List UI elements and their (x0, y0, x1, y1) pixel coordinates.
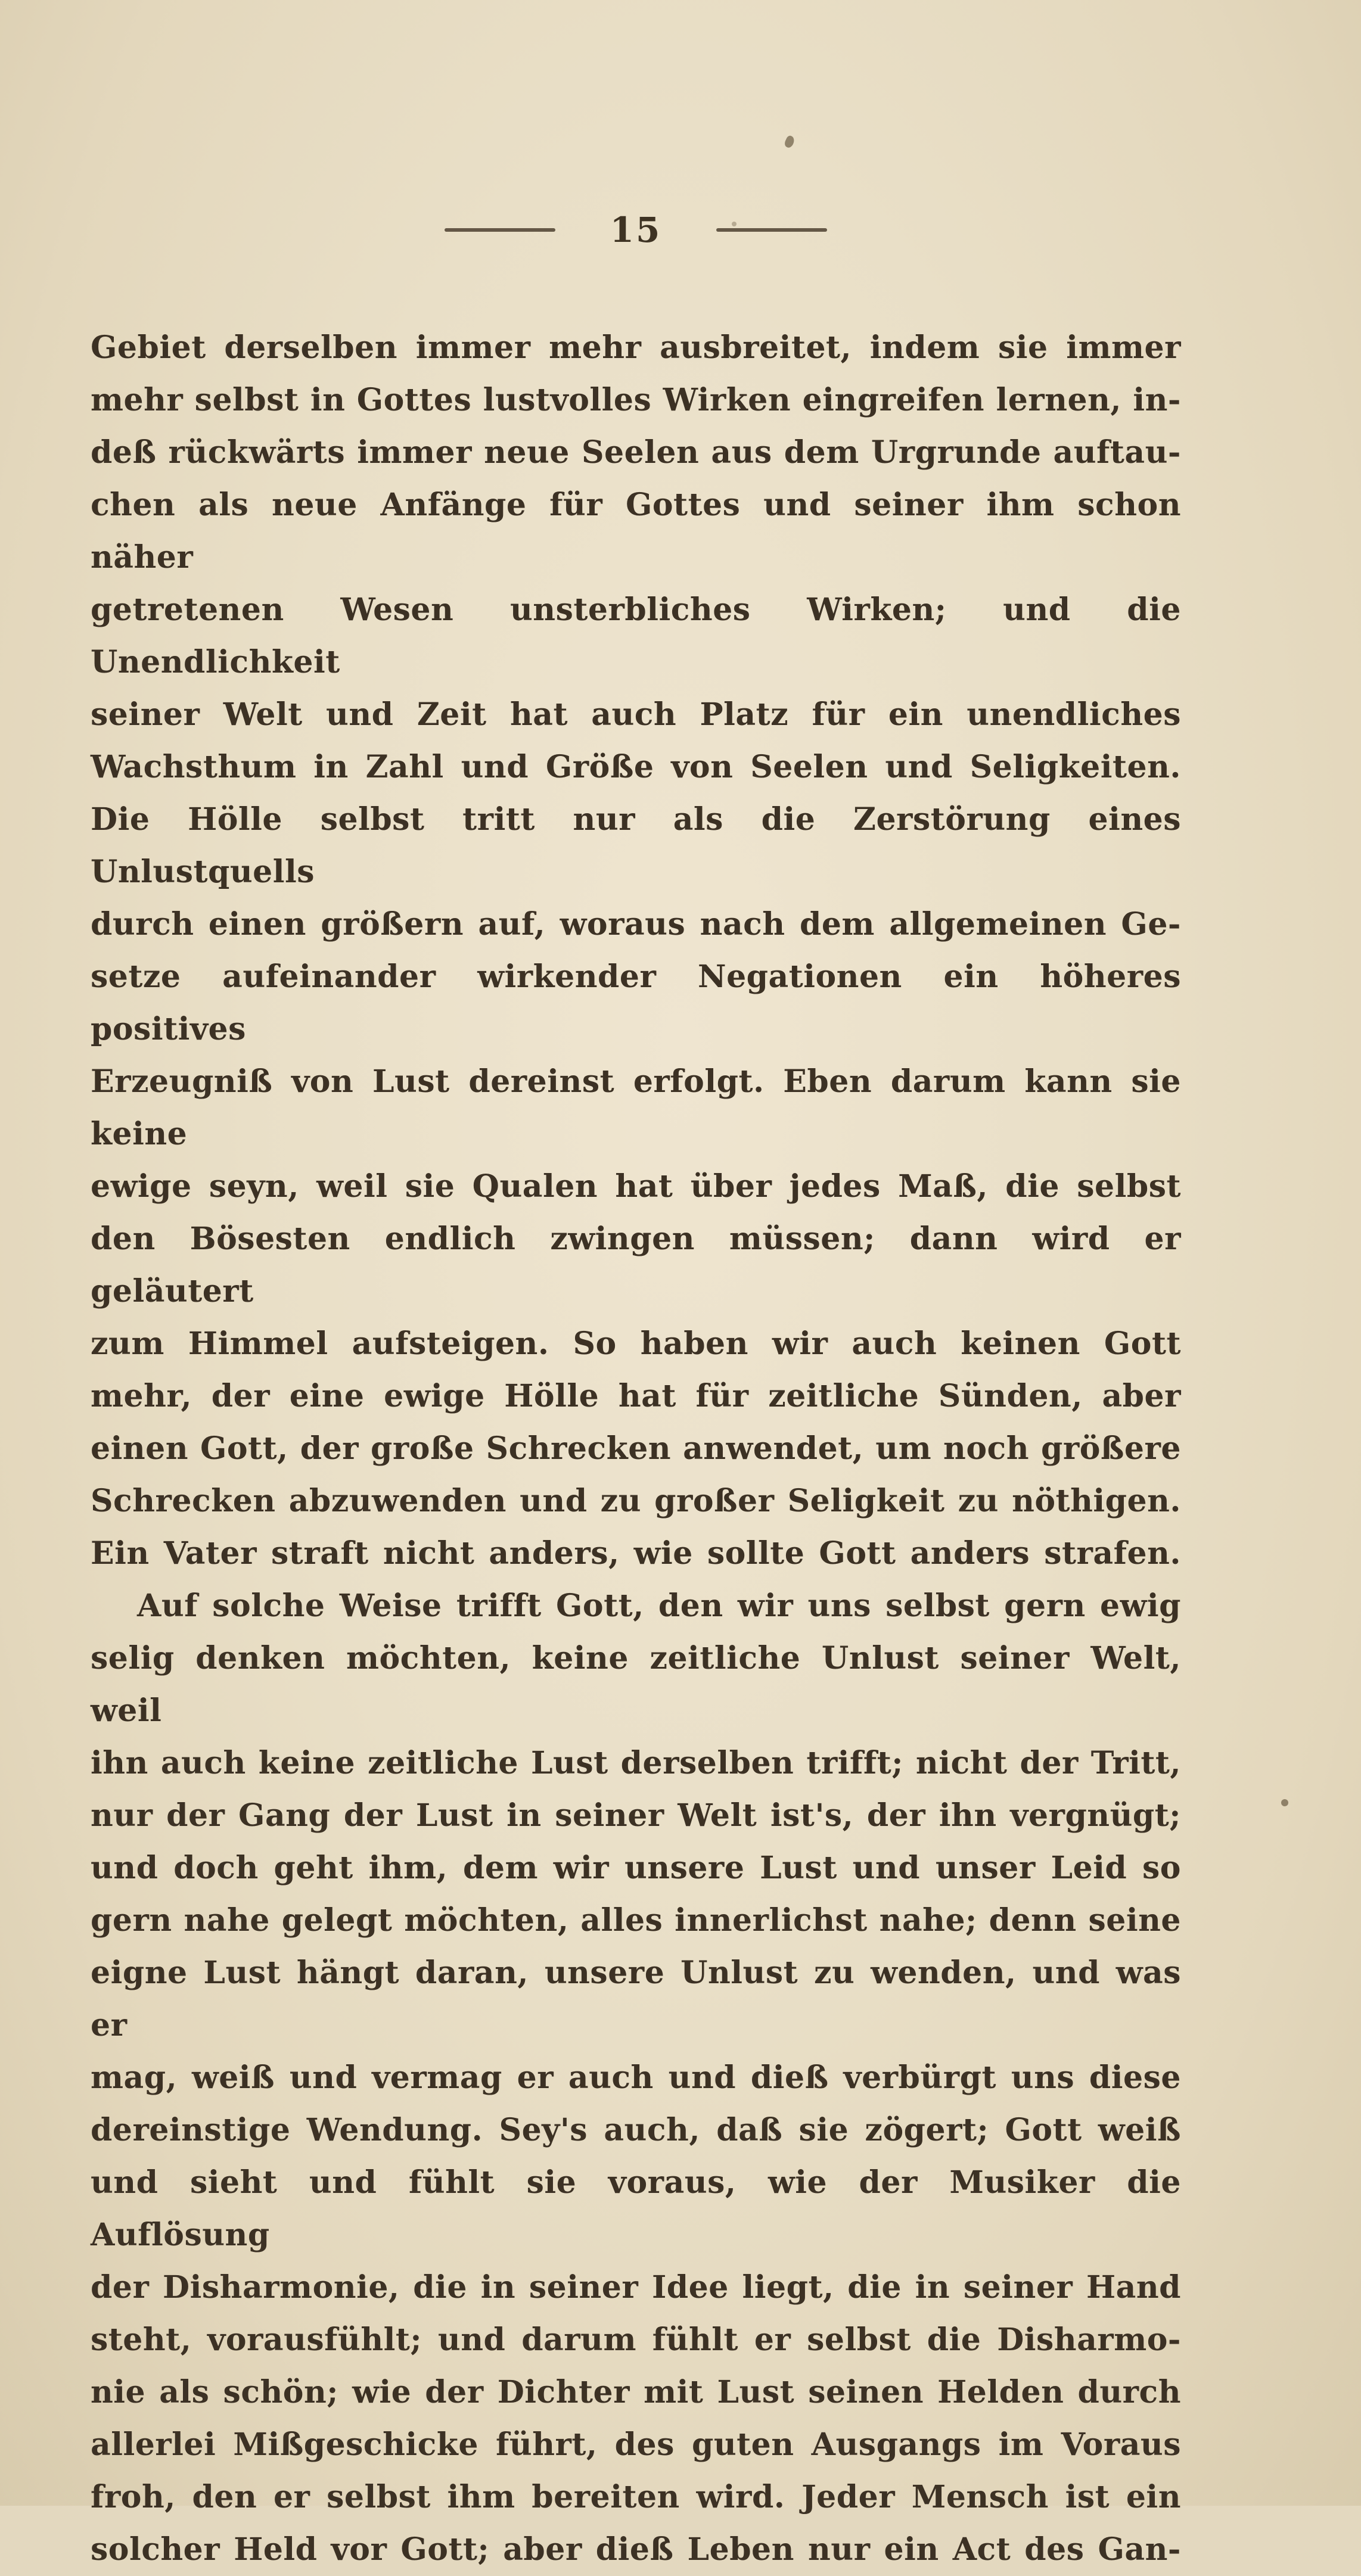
header-rule-right (716, 228, 827, 232)
text-line: seiner Welt und Zeit hat auch Platz für ein unendliches (91, 696, 1181, 733)
text-line: und sieht und fühlt sie voraus, wie der Musiker die Auflösung (91, 2164, 1181, 2253)
text-line: nie als schön; wie der Dichter mit Lust seinen Helden durch (91, 2374, 1181, 2410)
text-line: selig denken möchten, keine zeitliche Unlust seiner Welt, weil (91, 1640, 1181, 1729)
text-line: der Disharmonie, die in seiner Idee liegt, die in seiner Hand (91, 2269, 1181, 2306)
text-line: mag, weiß und vermag er auch und dieß verbürgt uns diese (91, 2059, 1181, 2096)
scan-speck (1281, 1799, 1288, 1806)
text-line: den Bösesten endlich zwingen müssen; dann wird er geläutert (91, 1221, 1181, 1309)
page-header (91, 210, 1181, 250)
text-line: chen als neue Anfänge für Gottes und seiner ihm schon näher (91, 487, 1181, 575)
text-line: dereinstige Wendung. Sey's auch, daß sie zögert; Gott weiß (91, 2112, 1181, 2148)
text-line: eigne Lust hängt daran, unsere Unlust zu wenden, und was er (91, 1955, 1181, 2043)
body-text (91, 322, 1181, 2576)
text-line: nur der Gang der Lust in seiner Welt ist's, der ihn vergnügt; (91, 1797, 1181, 1834)
text-line: getretenen Wesen unsterbliches Wirken; und die Unendlichkeit (91, 592, 1181, 680)
text-line: ewige seyn, weil sie Qualen hat über jedes Maß, die selbst (91, 1168, 1181, 1205)
header-rule-left (445, 228, 555, 232)
text-line: allerlei Mißgeschicke führt, des guten Ausgangs im Voraus (91, 2426, 1181, 2463)
paragraph (91, 322, 1181, 1580)
text-line: Gebiet derselben immer mehr ausbreitet, indem sie immer (91, 329, 1181, 366)
text-line: und doch geht ihm, dem wir unsere Lust und unser Leid so (91, 1850, 1181, 1886)
text-line: deß rückwärts immer neue Seelen aus dem Urgrunde auftau- (91, 434, 1181, 471)
text-line: solcher Held vor Gott; aber dieß Leben nur ein Act des Gan- (91, 2531, 1181, 2568)
text-line: ihn auch keine zeitliche Lust derselben trifft; nicht der Tritt, (91, 1745, 1181, 1781)
scan-speck (783, 135, 796, 149)
text-line: einen Gott, der große Schrecken anwendet, um noch größere (91, 1430, 1181, 1467)
text-line: mehr, der eine ewige Hölle hat für zeitliche Sünden, aber (91, 1378, 1181, 1414)
text-line: Auf solche Weise trifft Gott, den wir uns selbst gern ewig (137, 1588, 1181, 1624)
page-number: 15 (610, 210, 662, 250)
text-line: mehr selbst in Gottes lustvolles Wirken eingreifen lernen, in- (91, 382, 1181, 418)
text-line: steht, vorausfühlt; und darum fühlt er selbst die Disharmo- (91, 2322, 1181, 2358)
text-line: durch einen größern auf, woraus nach dem allgemeinen Ge- (91, 906, 1181, 942)
text-line: Ein Vater straft nicht anders, wie sollte Gott anders strafen. (91, 1535, 1181, 1572)
paragraph (91, 1580, 1181, 2576)
scan-speck (732, 222, 737, 226)
text-line: froh, den er selbst ihm bereiten wird. Jeder Mensch ist ein (91, 2479, 1181, 2515)
text-line: Erzeugniß von Lust dereinst erfolgt. Eben darum kann sie keine (91, 1063, 1181, 1152)
text-line: zum Himmel aufsteigen. So haben wir auch keinen Gott (91, 1326, 1181, 1362)
text-line: setze aufeinander wirkender Negationen ein höheres positives (91, 959, 1181, 1047)
text-line: Schrecken abzuwenden und zu großer Seligkeit zu nöthigen. (91, 1483, 1181, 1519)
text-line: Die Hölle selbst tritt nur als die Zerstörung eines Unlustquells (91, 801, 1181, 890)
text-line: gern nahe gelegt möchten, alles innerlichst nahe; denn seine (91, 1902, 1181, 1939)
text-line: Wachsthum in Zahl und Größe von Seelen und Seligkeiten. (91, 749, 1181, 785)
